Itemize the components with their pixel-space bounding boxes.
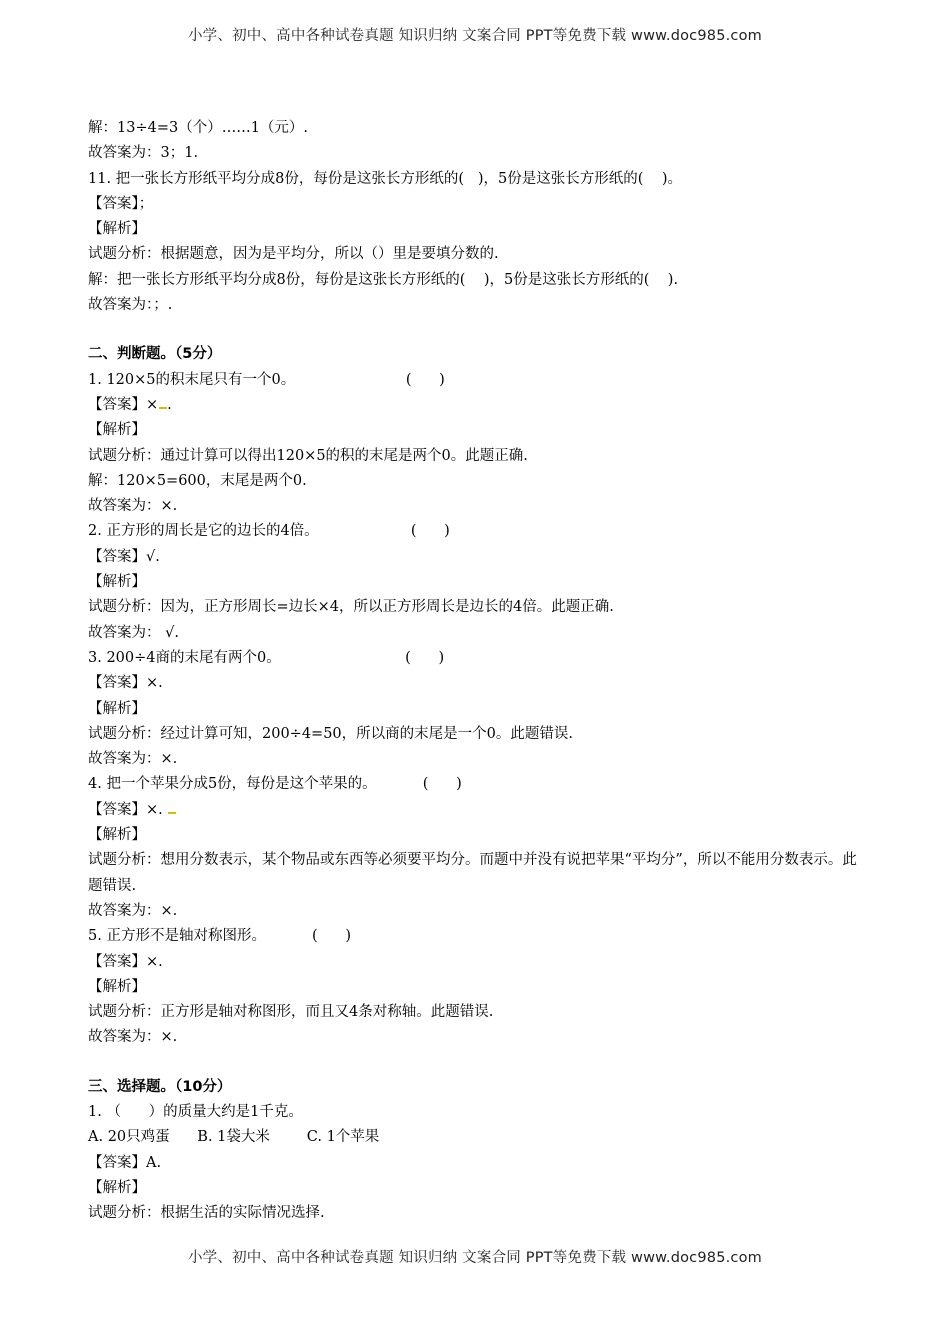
answer-label: 【答案】A. (88, 1154, 162, 1171)
analysis-text: 试题分析：正方形是轴对称图形，而且又4条对称轴。此题错误. (88, 1004, 494, 1021)
answer-line: 故答案为：3；1. (88, 145, 199, 162)
solution-line: 解：120×5=600，末尾是两个0. (88, 472, 307, 489)
answer-label: 【答案】； (88, 195, 154, 212)
analysis-text: 试题分析：根据生活的实际情况选择. (88, 1205, 325, 1222)
question-1: 1. 120×5的积末尾只有一个0。 ( ) (88, 371, 445, 388)
question-11: 11. 把一张长方形纸平均分成8份，每份是这张长方形纸的( )，5份是这张长方形纸的( )。 (88, 170, 683, 187)
answer-label (88, 798, 868, 823)
section-title: 二、判断题。（5分） (88, 346, 222, 363)
question-1: 1. （ ）的质量大约是1千克。 (88, 1103, 303, 1120)
analysis-text: 试题分析：经过计算可知，200÷4=50，所以商的末尾是一个0。此题错误. (88, 725, 573, 742)
options-line: A. 20只鸡蛋 B. 1袋大米 C. 1个苹果 (88, 1129, 380, 1146)
question-2: 2. 正方形的周长是它的边长的4倍。 ( ) (88, 523, 450, 540)
section-choice (88, 1075, 868, 1227)
analysis-label: 【解析】 (88, 1179, 146, 1196)
analysis-text: 试题分析：根据题意，因为是平均分，所以（）里是要填分数的. (88, 246, 499, 263)
answer-line: 故答案为：；. (88, 297, 173, 314)
answer-text: 【答案】× (88, 396, 159, 413)
analysis-text: 试题分析：想用分数表示，某个物品或东西等必须要平均分。而题中并没有说把苹果“平均分”，所以不能用分数表示。此题错误. (88, 852, 857, 894)
question-3: 3. 200÷4商的末尾有两个0。 ( ) (88, 649, 445, 666)
analysis-label: 【解析】 (88, 827, 146, 844)
answer-tail: . (167, 396, 172, 413)
highlight-mark (159, 407, 167, 409)
analysis-label: 【解析】 (88, 422, 146, 439)
analysis-label: 【解析】 (88, 574, 146, 591)
answer-label: 【答案】√. (88, 548, 160, 565)
analysis-text: 试题分析：通过计算可以得出120×5的积的末尾是两个0。此题正确. (88, 447, 528, 464)
block-previous-answers (88, 116, 868, 318)
answer-line: 故答案为：×. (88, 902, 178, 919)
answer-line: 故答案为：×. (88, 1029, 178, 1046)
answer-line: 故答案为：×. (88, 751, 178, 768)
section-title: 三、选择题。（10分） (88, 1078, 232, 1095)
solution-line: 解：13÷4=3（个）……1（元）. (88, 120, 309, 136)
page-header: 小学、初中、高中各种试卷真题 知识归纳 文案合同 PPT等免费下载 www.doc985.com (187, 28, 763, 44)
answer-label: 【答案】×. (88, 675, 163, 692)
answer-line: 故答案为： √. (88, 624, 179, 641)
analysis-label: 【解析】 (88, 221, 146, 238)
section-judgement (88, 342, 868, 1050)
page-footer: 小学、初中、高中各种试卷真题 知识归纳 文案合同 PPT等免费下载 www.doc985.com (187, 1250, 763, 1266)
analysis-label: 【解析】 (88, 700, 146, 717)
question-5: 5. 正方形不是轴对称图形。 ( ) (88, 928, 352, 945)
analysis-text: 试题分析：因为，正方形周长=边长×4，所以正方形周长是边长的4倍。此题正确. (88, 599, 614, 616)
analysis-label: 【解析】 (88, 978, 146, 995)
highlight-mark (168, 812, 176, 814)
question-4: 4. 把一个苹果分成5份，每份是这个苹果的。 ( ) (88, 776, 462, 793)
answer-label (88, 393, 868, 418)
answer-label: 【答案】×. (88, 953, 163, 970)
solution-line: 解：把一张长方形纸平均分成8份，每份是这张长方形纸的( )，5份是这张长方形纸的( ). (88, 271, 679, 288)
document-body (88, 116, 868, 1226)
answer-line: 故答案为：×. (88, 498, 178, 515)
answer-text: 【答案】×. (88, 801, 163, 818)
